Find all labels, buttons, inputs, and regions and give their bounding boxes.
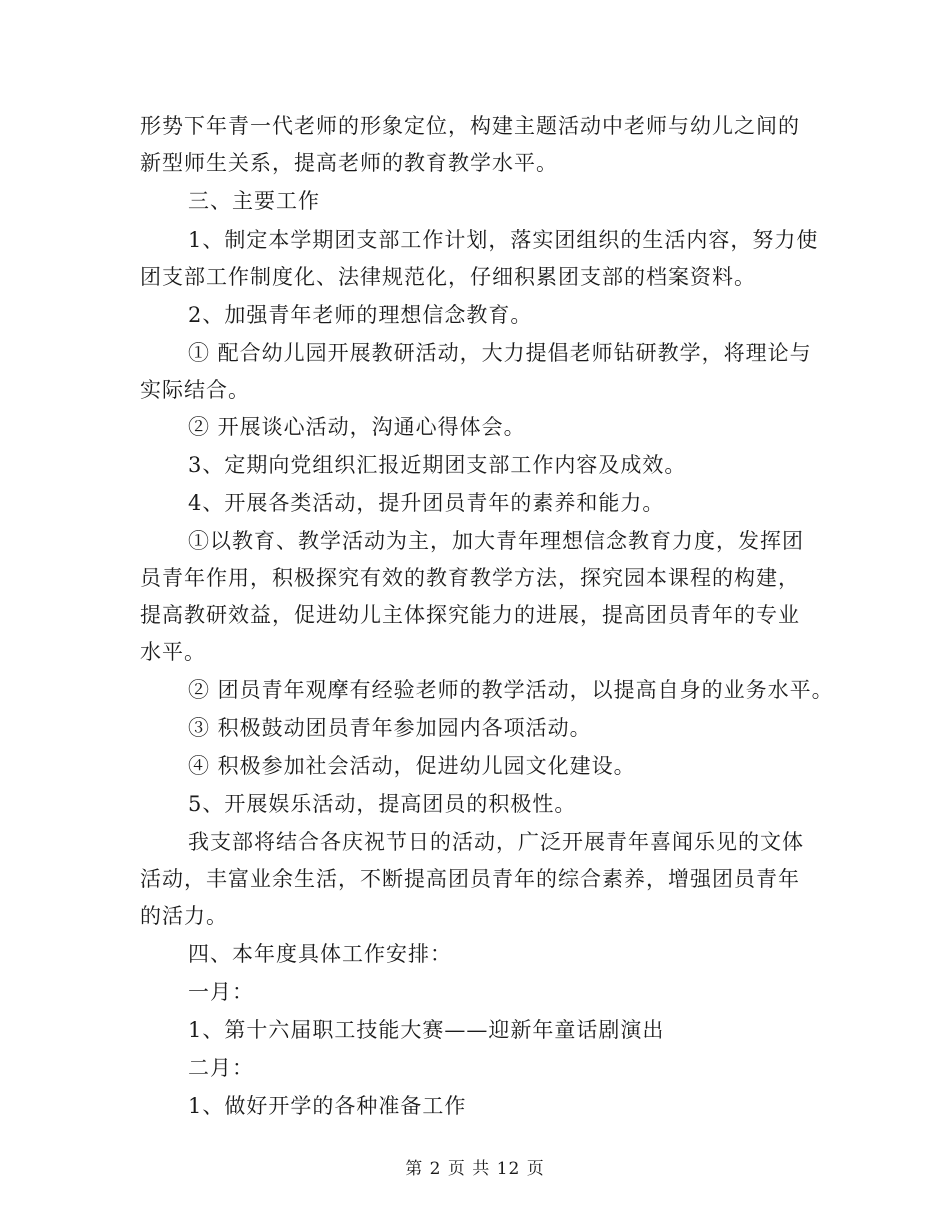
body-line: 提高教研效益，促进幼儿主体探究能力的进展，提高团员青年的专业 — [140, 603, 800, 627]
body-line: 员青年作用，积极探究有效的教育教学方法，探究园本课程的构建， — [140, 566, 800, 590]
body-line: 团支部工作制度化、法律规范化，仔细积累团支部的档案资料。 — [140, 265, 756, 289]
body-line: ④ 积极参加社会活动，促进幼儿园文化建设。 — [188, 754, 636, 778]
body-line: 1、第十六届职工技能大赛——迎新年童话剧演出 — [188, 1018, 665, 1042]
body-line: 水平。 — [140, 640, 206, 664]
body-line: 4、开展各类活动，提升团员青年的素养和能力。 — [188, 491, 665, 515]
body-line: ①以教育、教学活动为主，加大青年理想信念教育力度，发挥团 — [188, 529, 804, 553]
body-line: 实际结合。 — [140, 378, 250, 402]
body-line: ① 配合幼儿园开展教研活动，大力提倡老师钻研教学，将理论与 — [188, 341, 812, 365]
body-line: 形势下年青一代老师的形象定位，构建主题活动中老师与幼儿之间的 — [140, 114, 800, 138]
body-line: ② 开展谈心活动，沟通心得体会。 — [188, 415, 526, 439]
body-line: 我支部将结合各庆祝节日的活动，广泛开展青年喜闻乐见的文体 — [188, 830, 804, 854]
body-line: 新型师生关系，提高老师的教育教学水平。 — [140, 151, 558, 175]
body-line: ② 团员青年观摩有经验老师的教学活动，以提高自身的业务水平。 — [188, 678, 834, 702]
section-heading: 四、本年度具体工作安排： — [188, 942, 452, 966]
body-line: 2、加强青年老师的理想信念教育。 — [188, 303, 533, 327]
body-line: ③ 积极鼓动团员青年参加园内各项活动。 — [188, 716, 592, 740]
body-line: 1、做好开学的各种准备工作 — [188, 1094, 467, 1118]
month-heading: 一月： — [188, 980, 254, 1004]
body-line: 1、制定本学期团支部工作计划，落实团组织的生活内容，努力使 — [188, 228, 819, 252]
body-line: 3、定期向党组织汇报近期团支部工作内容及成效。 — [188, 453, 687, 477]
body-line: 活动，丰富业余生活，不断提高团员青年的综合素养，增强团员青年 — [140, 867, 800, 891]
body-line: 的活力。 — [140, 904, 228, 928]
page-number-footer: 第 2 页 共 12 页 — [405, 1159, 545, 1179]
section-heading: 三、主要工作 — [188, 189, 320, 213]
month-heading: 二月： — [188, 1056, 254, 1080]
body-line: 5、开展娱乐活动，提高团员的积极性。 — [188, 792, 577, 816]
